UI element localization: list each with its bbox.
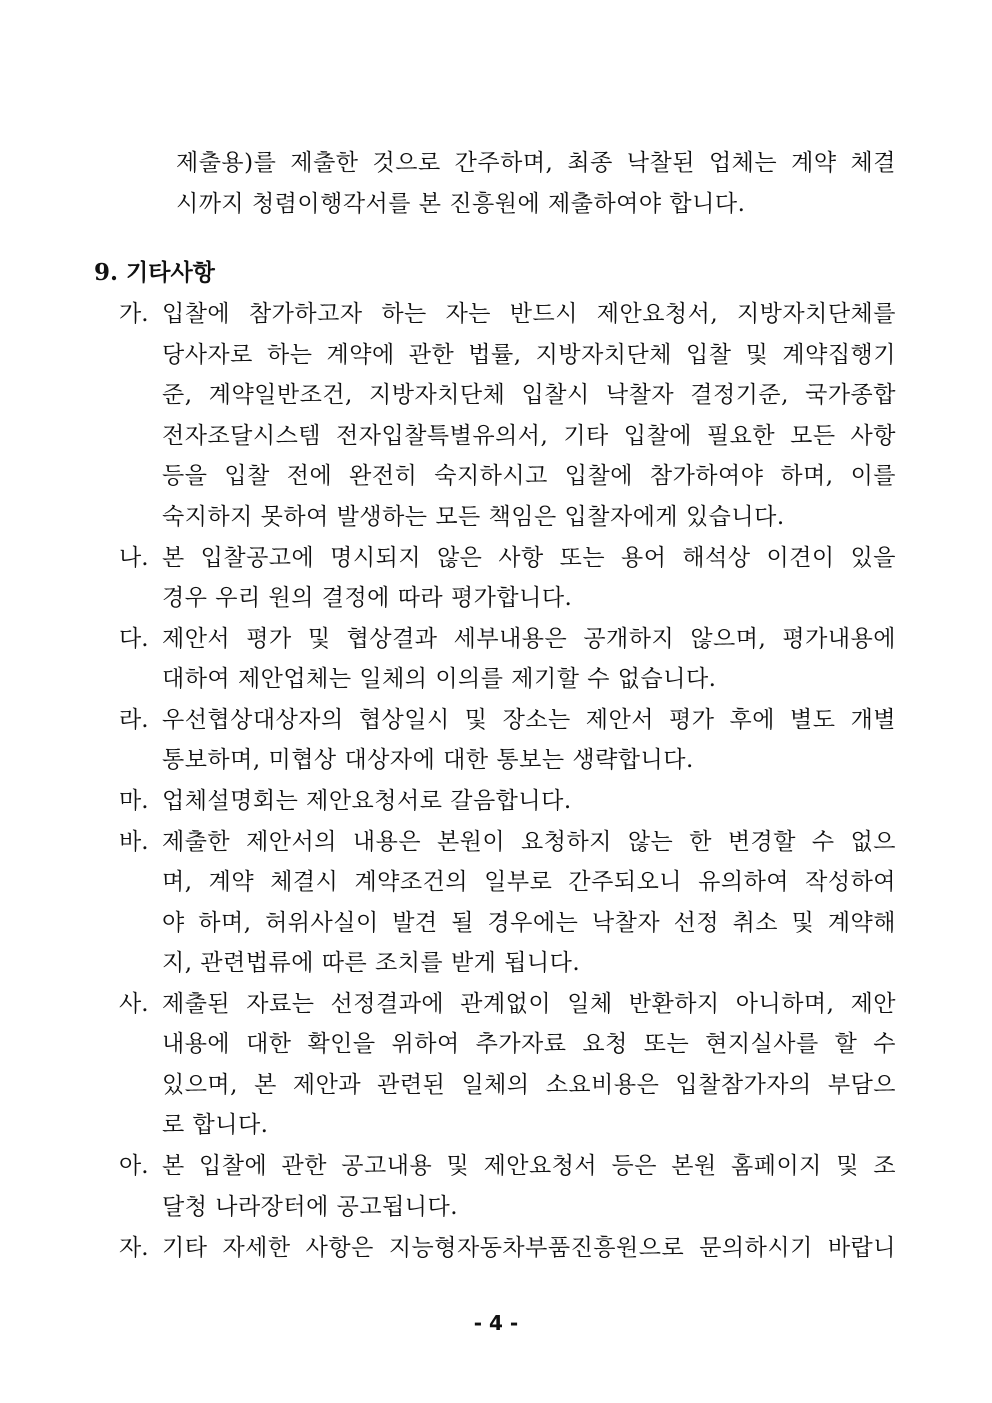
item-marker: 마. bbox=[119, 788, 149, 814]
item-line: 기타 자세한 사항은 지능형자동차부품진흥원으로 문의하시기 바랍니 bbox=[162, 1235, 896, 1261]
item-line: 대하여 제안업체는 일체의 이의를 제기할 수 없습니다. bbox=[162, 666, 717, 692]
item-line: 업체설명회는 제안요청서로 갈음합니다. bbox=[162, 788, 572, 814]
intro-line-2: 시까지 청렴이행각서를 본 진흥원에 제출하여야 합니다. bbox=[176, 191, 746, 217]
item-marker: 자. bbox=[119, 1235, 149, 1261]
item-line: 제출된 자료는 선정결과에 관계없이 일체 반환하지 아니하며, 제안 bbox=[162, 991, 896, 1017]
item-line: 전자조달시스템 전자입찰특별유의서, 기타 입찰에 필요한 모든 사항 bbox=[162, 423, 896, 449]
item-marker: 나. bbox=[119, 545, 149, 571]
page-number: - 4 - bbox=[473, 1311, 519, 1335]
item-line: 본 입찰공고에 명시되지 않은 사항 또는 용어 해석상 이견이 있을 bbox=[162, 545, 896, 571]
item-line: 준, 계약일반조건, 지방자치단체 입찰시 낙찰자 결정기준, 국가종합 bbox=[162, 382, 896, 408]
item-marker: 아. bbox=[119, 1153, 149, 1179]
section-title: 9. 기타사항 bbox=[94, 259, 215, 286]
item-marker: 바. bbox=[119, 829, 149, 855]
item-line: 달청 나라장터에 공고됩니다. bbox=[162, 1194, 459, 1220]
item-line: 로 합니다. bbox=[162, 1112, 269, 1138]
item-line: 지, 관련법류에 따른 조치를 받게 됩니다. bbox=[162, 950, 581, 976]
item-line: 제출한 제안서의 내용은 본원이 요청하지 않는 한 변경할 수 없으 bbox=[162, 829, 896, 855]
item-marker: 가. bbox=[119, 301, 149, 327]
intro-line-1: 제출용)를 제출한 것으로 간주하며, 최종 낙찰된 업체는 계약 체결 bbox=[176, 150, 896, 176]
item-line: 야 하며, 허위사실이 발견 될 경우에는 낙찰자 선정 취소 및 계약해 bbox=[162, 910, 896, 936]
item-line: 내용에 대한 확인을 위하여 추가자료 요청 또는 현지실사를 할 수 bbox=[162, 1031, 896, 1057]
item-line: 우선협상대상자의 협상일시 및 장소는 제안서 평가 후에 별도 개별 bbox=[162, 707, 896, 733]
item-marker: 다. bbox=[119, 626, 149, 652]
item-line: 며, 계약 체결시 계약조건의 일부로 간주되오니 유의하여 작성하여 bbox=[162, 869, 896, 895]
item-line: 숙지하지 못하여 발생하는 모든 책임은 입찰자에게 있습니다. bbox=[162, 504, 785, 530]
item-line: 제안서 평가 및 협상결과 세부내용은 공개하지 않으며, 평가내용에 bbox=[162, 626, 896, 652]
item-line: 본 입찰에 관한 공고내용 및 제안요청서 등은 본원 홈페이지 및 조 bbox=[162, 1153, 896, 1179]
item-line: 입찰에 참가하고자 하는 자는 반드시 제안요청서, 지방자치단체를 bbox=[162, 301, 896, 327]
item-line: 있으며, 본 제안과 관련된 일체의 소요비용은 입찰참가자의 부담으 bbox=[162, 1072, 896, 1098]
item-line: 당사자로 하는 계약에 관한 법률, 지방자치단체 입찰 및 계약집행기 bbox=[162, 342, 896, 368]
item-line: 경우 우리 원의 결정에 따라 평가합니다. bbox=[162, 585, 573, 611]
item-line: 등을 입찰 전에 완전히 숙지하시고 입찰에 참가하여야 하며, 이를 bbox=[162, 463, 896, 489]
item-line: 통보하며, 미협상 대상자에 대한 통보는 생략합니다. bbox=[162, 747, 694, 773]
item-marker: 사. bbox=[119, 991, 149, 1017]
item-marker: 라. bbox=[119, 707, 149, 733]
